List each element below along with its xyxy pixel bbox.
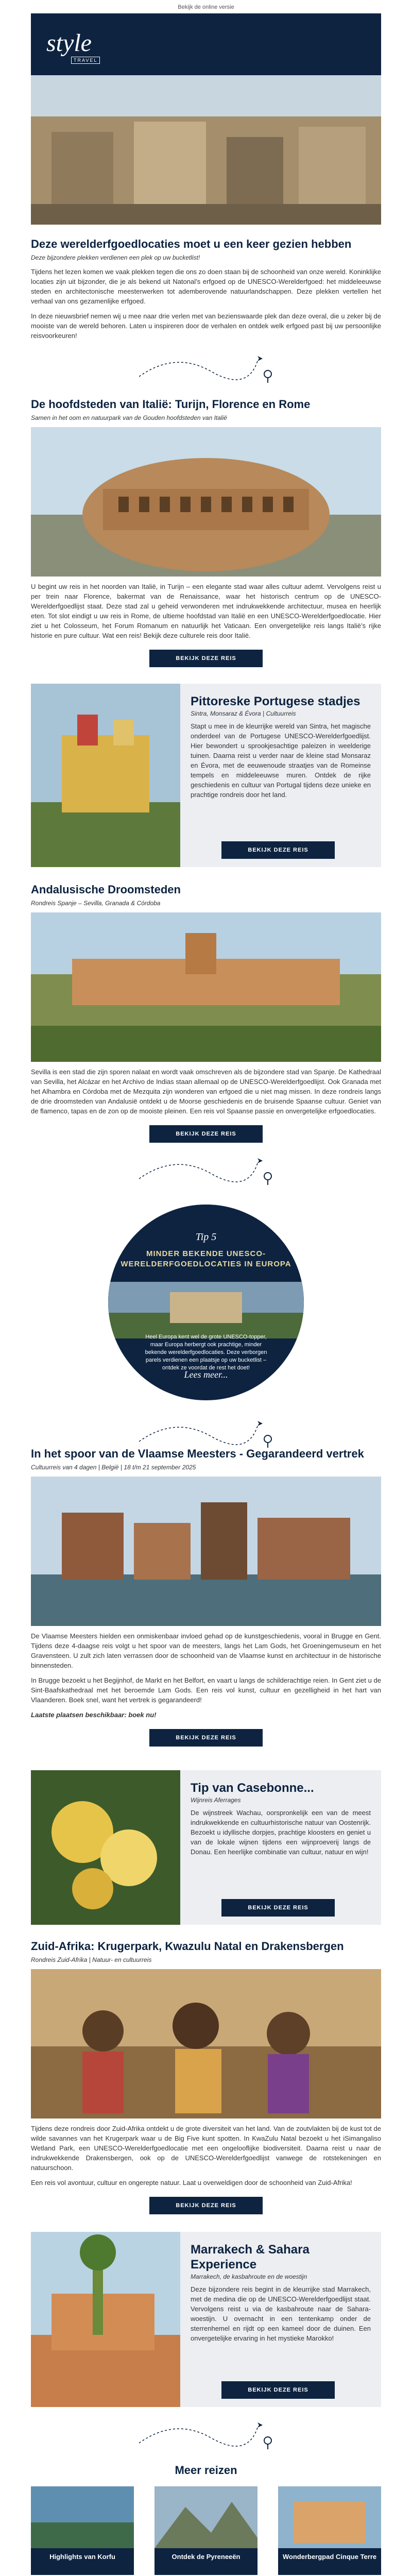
portugal-photo[interactable] [31,684,180,867]
andalusia-photo[interactable] [31,912,381,1062]
promo-circle[interactable] [31,1199,381,1405]
intro-title: Deze werelderfgoedlocaties moet u een keer gezien hebben [31,238,352,250]
promo-tip: Tip 5 [195,1231,217,1243]
andalusia-cta-button[interactable]: BEKIJK DEZE REIS [149,1125,263,1143]
marrakech-meta: Marrakech, de kasbahroute en de woestijn [191,2273,307,2280]
hero-photo [31,75,381,225]
portugal-cta-button[interactable]: BEKIJK DEZE REIS [221,841,335,859]
flemish-photo[interactable] [31,1477,381,1626]
plane-icon [139,2417,273,2453]
divider-plane [31,341,381,397]
marrakech-title[interactable]: Marrakech & Sahara Experience [191,2243,310,2272]
italy-cta-button[interactable]: BEKIJK DEZE REIS [149,650,263,667]
divider-plane-2 [31,1143,381,1199]
article-tip [31,1770,381,1925]
sa-body-2: Een reis vol avontuur, cultuur en ongerepte natuur. Laat u overweldigen door de schoonheid van Zuid-Afrika! [31,2179,352,2187]
sa-title[interactable]: Zuid-Afrika: Krugerpark, Kwazulu Natal en Drakensbergen [31,1940,344,1953]
divider-plane-3 [31,1405,381,1447]
tip-body: De wijnstreek Wachau, oorspronkelijk een van de meest indrukwekkende en cultuurhistorische natuur van Oostenrijk. Bezoekt u idyllische dorpjes, prachtige kloosters en geniet u van de lokale wijnen tijdens een wijnproeverij langs de Donau. Een heerlijke combinatie van cultuur, natuur en wijn! [191,1809,371,1856]
promo-text: Heel Europa kent wel de grote UNESCO-topper, maar Europa herbergt ook prachtige, minder bekende werelderfgoedlocaties. Deze verborgen parels verdienen een plaatsje op uw bucketlist – ontdek ze voordat de rest het doet! [145,1334,267,1371]
portugal-title[interactable]: Pittoreske Portugese stadjes [191,694,360,708]
more-photo [31,2486,134,2548]
more-item-pyrenees[interactable] [154,2486,258,2575]
more-trips [31,2464,381,2575]
plane-icon [139,351,273,387]
marrakech-body: Deze bijzondere reis begint in de kleurrijke stad Marrakech, met de medina die op de UNESCO-Werelderfgoedlijst staat. Vervolgens reist u via de kasbahroute naar de Sahara-woestijn. U overnacht in een tentenkamp onder de sterrenhemel en rijdt op een kameel door de duinen. Een onvergetelijke ervaring in het mystieke Marokko! [191,2285,371,2342]
marrakech-photo[interactable] [31,2232,180,2407]
logo-bar [31,13,381,75]
tip-meta: Wijnreis Aferrages [191,1797,241,1804]
webview-link[interactable]: Bekijk de online versie [178,4,234,10]
sa-cta-button[interactable]: BEKIJK DEZE REIS [149,2197,263,2214]
andalusia-meta: Rondreis Spanje – Sevilla, Granada & Córdoba [31,900,161,907]
more-label: Ontdek de Pyreneeën [154,2548,258,2575]
andalusia-title[interactable]: Andalusische Droomsteden [31,883,181,896]
more-label: Wonderbergpad Cinque Terre [278,2548,381,2575]
article-south-africa [31,1939,381,2214]
logo[interactable]: style [46,29,92,57]
flemish-body-1: De Vlaamse Meesters hielden een onmiskenbaar invloed gehad op de kunstgeschiedenis, vooral in Brugge en Gent. Tijdens deze 4-daagse reis volgt u het spoor van de meesters, langs het Lam Gods, het Groeningemuseum en het Gravensteen. U zult zich laten verrassen door de schoonheid van de Vlaamse kunst en architectuur in de historische binnensteden. [31,1632,381,1669]
promo-read-more[interactable]: Lees meer... [184,1369,228,1380]
italy-body: U begint uw reis in het noorden van Italië, in Turijn – een elegante stad waar alles cultuur ademt. Vervolgens reist u per trein naar Florence, bakermat van de Renaissance, waar het historisch centrum op de UNESCO-Werelderfgoedlijst staat. Deze stad zal u geheid verwonderen met indrukwekkende architectuur, musea en heerlijk eten. Tot slot eindigt u uw reis in Rome, de ultieme hoofdstad van Italië en een UNESCO-Werelderfgoedlocatie. Hier ziet u het Colosseum, het Forum Romanum en natuurlijk het Vaticaan. Een onvergetelijke reis langs Italië’s rijke historie en pure cultuur. Wat een reis! Bekijk deze culturele reis door Italië. [31,583,381,639]
tip-cta-button[interactable]: BEKIJK DEZE REIS [221,1899,335,1917]
italy-meta: Samen in het oom en natuurpark van de Gouden hoofdsteden van Italië [31,414,227,421]
sa-photo[interactable] [31,1969,381,2119]
more-photo [154,2486,258,2548]
italy-photo[interactable] [31,427,381,577]
promo-photo [108,1282,304,1338]
portugal-body: Stapt u mee in de kleurrijke wereld van Sintra, het magische onderdeel van de Portugese UNESCO-Werelderfgoedlijst. Hier bewondert u sprookjesachtige paleizen in weelderige tuinen. Daarna reist u verder naar de kleine stad Monsaraz en Évora, met de eeuwenoude straatjes van de Romeinse tempels en middeleeuwse muren. Ontdek de rijke geschiedenis en cultuur van Portugal tijdens deze unieke en prachtige rondreis door het land. [191,722,371,799]
intro-meta: Deze bijzondere plekken verdienen een plek op uw bucketlist! [31,254,200,261]
header [31,13,381,225]
italy-title[interactable]: De hoofdsteden van Italië: Turijn, Florence en Rome [31,398,311,411]
article-italy [31,397,381,667]
intro-body-1: Tijdens het lezen komen we vaak plekken tegen die ons zo doen staan bij de schoonheid van onze wereld. Koninklijke locaties zijn uit bijzonder, die je als bekend uit Natonal’s erfgoed op de UNESCO-Werelderfgoed: het middeleeuwse steden en architectonische meesterwerken tot ademberovende natuurlandschappen. Deze plekken vertellen het verhaal van ons gezamenlijke erfgoed. [31,268,381,305]
portugal-meta: Sintra, Monsaraz & Évora | Cultuurreis [191,710,296,717]
more-label: Highlights van Korfu [31,2548,134,2575]
article-flemish [31,1447,381,1747]
article-portugal [31,684,381,867]
andalusia-body: Sevilla is een stad die zijn sporen nalaat en wordt vaak omschreven als de bijzondere stad van Spanje. De Kathedraal van Sevilla, het Alcázar en het Archivo de Indias staan allemaal op de UNESCO-Werelderfgoedlijst. Ook Granada met het Alhambra en Córdoba met de Mezquita zijn wonderen van erfgoed die u niet mag missen. In deze rondreis langs de drie droomsteden van Andalusië ontdekt u de Moorse geschiedenis en de bruisende Spaanse cultuur. Geniet van de flamenco, tapas en de zon op de mooiste pleinen. Een reis vol Spaanse passie en onvergetelijke erfgoedlocaties. [31,1068,381,1115]
more-item-corfu[interactable] [31,2486,134,2575]
flemish-cta-button[interactable]: BEKIJK DEZE REIS [149,1729,263,1747]
plane-icon [139,1153,273,1189]
article-intro [31,237,381,341]
tip-title[interactable]: Tip van Casebonne... [191,1781,314,1795]
article-andalusia [31,883,381,1143]
tip-photo[interactable] [31,1770,180,1925]
marrakech-cta-button[interactable]: BEKIJK DEZE REIS [221,2381,335,2399]
promo-heading: MINDER BEKENDE UNESCO-WERELDERFGOEDLOCATIES IN EUROPA [121,1249,291,1268]
flemish-title[interactable]: In het spoor van de Vlaamse Meesters - Gegarandeerd vertrek [31,1447,364,1460]
logo-sub: TRAVEL [71,57,100,64]
flemish-note: Laatste plaatsen beschikbaar: boek nu! [31,1711,157,1719]
more-photo [278,2486,381,2548]
article-marrakech [31,2232,381,2407]
flemish-body-2: In Brugge bezoekt u het Begijnhof, de Markt en het Belfort, en vaart u langs de schilderachtige reien. In Gent ziet u de Sint-Baafskathedraal met het beroemde Lam Gods. Een reis vol kunst, cultuur en gezelligheid in het hart van Vlaanderen. Boek snel, want het vertrek is gegarandeerd! [31,1676,381,1704]
divider-plane-4 [31,2407,381,2464]
sa-meta: Rondreis Zuid-Afrika | Natuur- en cultuurreis [31,1956,152,1963]
intro-body-2: In deze nieuwsbrief nemen wij u mee naar drie verlen met van bezienswaarde plek dan deze overal, die u zeker bij de mooiste van de wereld behoren. Laten u inspireren door de verhalen en ontdek welk erfgoed past bij uw persoonlijke reisvoorkeuren! [31,312,381,340]
more-title: Meer reizen [175,2464,237,2477]
more-item-cinque-terre[interactable] [278,2486,381,2575]
flemish-meta: Cultuurreis van 4 dagen | België | 18 t/m 21 september 2025 [31,1464,196,1471]
sa-body-1: Tijdens deze rondreis door Zuid-Afrika ontdekt u de grote diversiteit van het land. Van de zoutvlakten bij de kust tot de wilde savannes van het Krugerpark waar u de Big Five kunt spotten. In KwaZulu Natal bezoekt u het iSimangaliso Wetland Park, een UNESCO-Werelderfgoedlocatie met een ongelooflijke biodiversiteit. Daarna reist u naar de indrukwekkende Drakensbergen, ook op de UNESCO-Werelderfgoedlijst vanwege de rotstekeningen en natuurschoon. [31,2125,381,2172]
